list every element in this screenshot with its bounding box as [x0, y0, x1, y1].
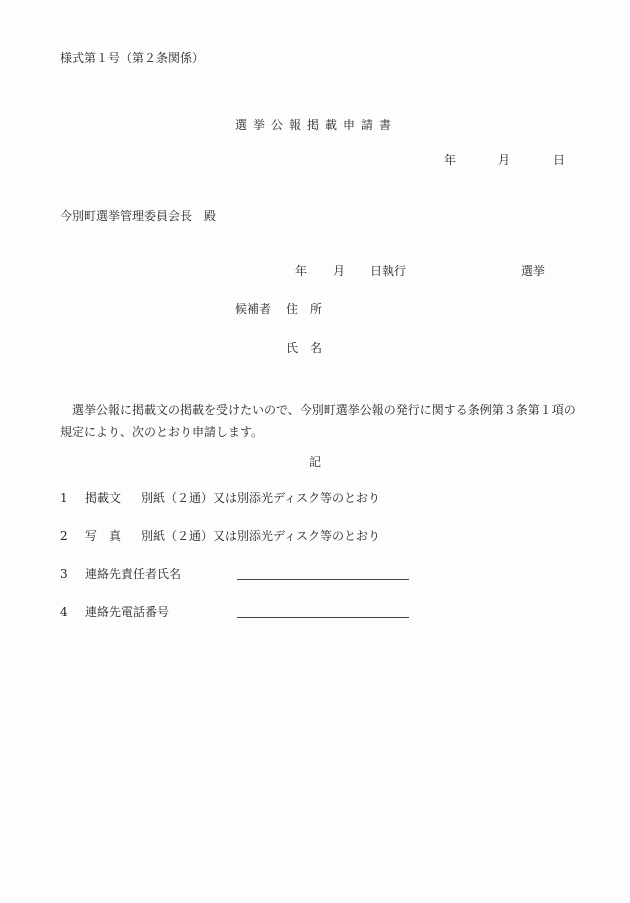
body-paragraph: 選挙公報に掲載文の掲載を受けたいので、今別町選挙公報の発行に関する条例第３条第１項の規定により、次のとおり申請します。: [60, 403, 576, 439]
candidate-label: 候補者: [235, 302, 272, 316]
item-label: 掲載文: [85, 491, 122, 505]
item-number: 3: [60, 567, 68, 581]
item-number: 4: [60, 605, 68, 619]
addressee: 今別町選挙管理委員会長 殿: [60, 209, 217, 223]
list-item: [60, 491, 380, 505]
candidate-name-label: 氏 名: [286, 341, 323, 355]
document-title: 選挙公報掲載申請書: [235, 118, 398, 132]
item-number: 2: [60, 529, 68, 543]
date-year: 年: [444, 153, 457, 167]
contact-name-line: [237, 579, 409, 580]
execution-election: 選挙: [521, 264, 546, 278]
item-label: 写 真: [85, 529, 122, 543]
list-item: [60, 605, 169, 619]
list-item: [60, 529, 380, 543]
item-number: 1: [60, 491, 68, 505]
ki-heading: 記: [309, 455, 322, 469]
execution-month: 月: [333, 264, 346, 278]
contact-phone-line: [237, 617, 409, 618]
item-value: 別紙（２通）又は別添光ディスク等のとおり: [141, 491, 381, 505]
item-label: 連絡先責任者氏名: [85, 567, 182, 581]
item-label: 連絡先電話番号: [85, 605, 170, 619]
candidate-address-label: 住 所: [286, 302, 323, 316]
form-number: 様式第１号（第２条関係）: [60, 51, 205, 65]
item-value: 別紙（２通）又は別添光ディスク等のとおり: [141, 529, 381, 543]
list-item: [60, 567, 181, 581]
execution-year: 年: [295, 264, 308, 278]
date-day: 日: [553, 153, 566, 167]
execution-day: 日執行: [370, 264, 407, 278]
date-month: 月: [498, 153, 511, 167]
